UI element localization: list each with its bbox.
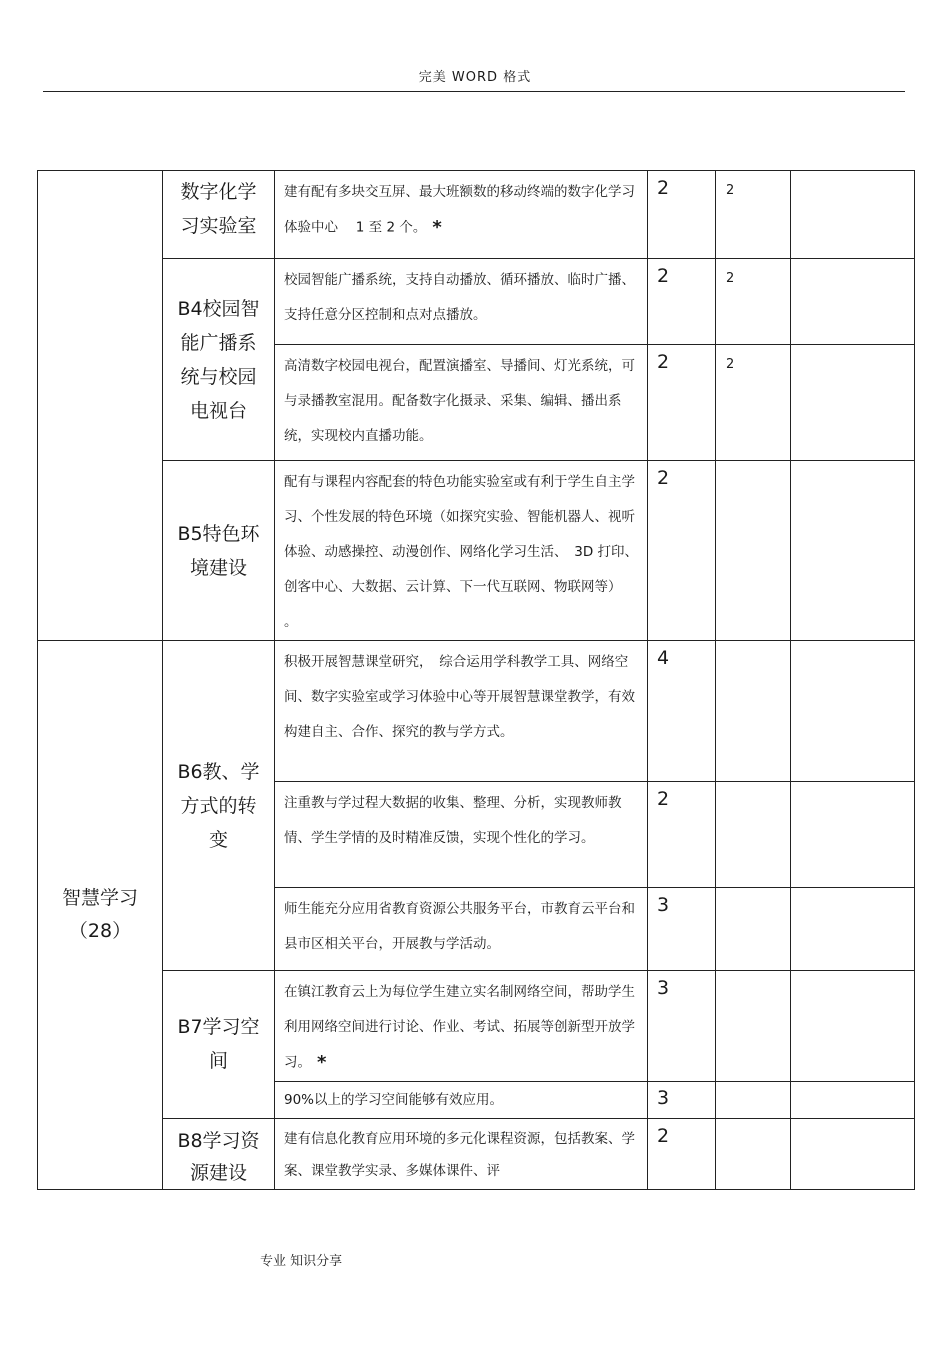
subitem-label: 间	[208, 1050, 228, 1073]
description-cell	[275, 171, 648, 259]
description-cell: 注重教与学过程大数据的收集、整理、分析，实现教师教情、学生学情的及时精准反馈，实现个性化的学习。	[275, 782, 648, 888]
description-text: 在镇江教育云上为每位学生建立实名制网络空间，帮助学生利用网络空间进行讨论、作业、考试、拓展等创新型开放学习。	[284, 984, 635, 1071]
score-cell: 2	[648, 461, 716, 641]
subitem-cell	[163, 259, 275, 461]
subitem-label: 数字化学	[180, 181, 257, 203]
score-cell: 2	[648, 1118, 716, 1189]
subitem-label: B4校园智	[177, 297, 260, 320]
empty-cell	[716, 1081, 791, 1118]
empty-cell	[716, 461, 791, 641]
subitem-label: 能广播系	[180, 331, 257, 354]
empty-cell	[791, 461, 915, 641]
subitem-cell	[163, 1118, 275, 1189]
category-cell-empty	[38, 171, 163, 641]
subitem-label: 电视台	[189, 399, 247, 422]
empty-cell	[716, 1118, 791, 1189]
empty-cell	[791, 641, 915, 782]
evaluation-table	[37, 170, 915, 1190]
score-cell: 3	[648, 888, 716, 971]
subitem-label: 统与校园	[180, 365, 257, 388]
empty-cell	[791, 971, 915, 1082]
table-row	[38, 461, 915, 641]
value-cell: 2	[716, 345, 791, 461]
score-cell: 2	[648, 345, 716, 461]
description-cell: 配有与课程内容配套的特色功能实验室或有利于学生自主学习、个性发展的特色环境（如探究实验、智能机器人、视听体验、动感操控、动漫创作、网络化学习生活、 3D 打印、创客中心、大数据、云计算、下一代互联网、物联网等） 。	[275, 461, 648, 641]
empty-cell	[716, 888, 791, 971]
empty-cell	[791, 259, 915, 345]
empty-cell	[791, 1081, 915, 1118]
subitem-cell	[163, 171, 275, 259]
score-cell: 3	[648, 971, 716, 1082]
score-cell: 3	[648, 1081, 716, 1118]
empty-cell	[791, 1118, 915, 1189]
value-cell: 2	[716, 259, 791, 345]
subitem-label: 方式的转	[180, 794, 257, 817]
score-cell: 2	[648, 782, 716, 888]
description-cell: 积极开展智慧课堂研究， 综合运用学科教学工具、网络空间、数字实验室或学习体验中心等开展智慧课堂教学，有效构建自主、合作、探究的教与学方式。	[275, 641, 648, 782]
empty-cell	[791, 782, 915, 888]
subitem-cell	[163, 641, 275, 971]
table-row	[38, 641, 915, 782]
table-row	[38, 971, 915, 1082]
subitem-label: 变	[208, 828, 228, 851]
score-cell: 2	[648, 259, 716, 345]
empty-cell	[791, 171, 915, 259]
category-score: （28）	[68, 919, 132, 942]
subitem-label: B6教、学	[177, 760, 260, 783]
score-cell: 4	[648, 641, 716, 782]
subitem-label: B7学习空	[177, 1016, 260, 1039]
table-row	[38, 171, 915, 259]
description-cell: 90%以上的学习空间能够有效应用。	[275, 1081, 648, 1118]
header-rule	[43, 91, 905, 92]
category-label: 智慧学习	[61, 886, 138, 909]
description-cell: 高清数字校园电视台，配置演播室、导播间、灯光系统，可与录播教室混用。配备数字化摄录、采集、编辑、播出系统，实现校内直播功能。	[275, 345, 648, 461]
empty-cell	[791, 345, 915, 461]
subitem-label: B8学习资	[177, 1129, 260, 1152]
description-cell: 校园智能广播系统，支持自动播放、循环播放、临时广播、支持任意分区控制和点对点播放。	[275, 259, 648, 345]
score-cell: 2	[648, 171, 716, 259]
page-footer: 专业 知识分享	[260, 1254, 343, 1269]
subitem-label: 源建设	[189, 1161, 247, 1184]
star-mark: *	[317, 1052, 327, 1073]
star-mark: *	[432, 217, 442, 238]
description-cell: 师生能充分应用省教育资源公共服务平台，市教育云平台和县市区相关平台，开展教与学活动。	[275, 888, 648, 971]
subitem-cell	[163, 971, 275, 1119]
subitem-cell	[163, 461, 275, 641]
description-cell	[275, 971, 648, 1082]
description-cell: 建有信息化教育应用环境的多元化课程资源，包括教案、学案、课堂教学实录、多媒体课件、评	[275, 1118, 648, 1189]
subitem-label: 境建设	[189, 556, 247, 579]
table-row	[38, 1118, 915, 1189]
description-text: 建有配有多块交互屏、最大班额数的移动终端的数字化学习体验中心 1 至 2 个。	[284, 184, 635, 236]
category-cell	[38, 641, 163, 1190]
empty-cell	[716, 782, 791, 888]
subitem-label: 习实验室	[180, 215, 257, 237]
page-header: 完美 WORD 格式	[418, 70, 532, 85]
table-row	[38, 259, 915, 345]
empty-cell	[716, 971, 791, 1082]
empty-cell	[791, 888, 915, 971]
subitem-label: B5特色环	[177, 522, 260, 545]
value-cell: 2	[716, 171, 791, 259]
empty-cell	[716, 641, 791, 782]
